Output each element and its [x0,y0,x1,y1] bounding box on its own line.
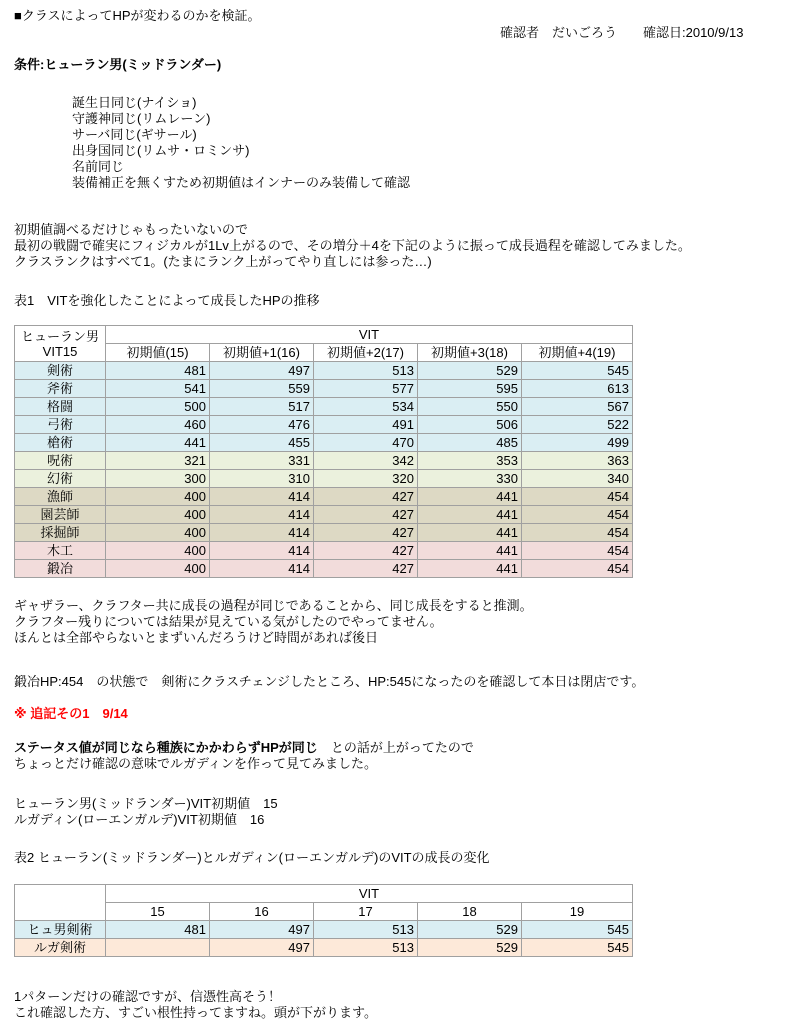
table-row [15,470,633,488]
condition-item: 守護神同じ(リムレーン) [72,111,211,126]
value-cell: 460 [106,416,210,434]
value-cell: 522 [522,416,633,434]
table-row [15,506,633,524]
table-row [15,542,633,560]
verifier-line: 確認者 だいごろう 確認日:2010/9/13 [500,25,744,40]
table-row [15,380,633,398]
value-cell: 559 [210,380,314,398]
condition-item: 誕生日同じ(ナイショ) [72,95,197,110]
table2 [14,884,633,957]
value-cell: 427 [314,506,418,524]
row-label-cell: 槍術 [15,434,106,452]
row-label-cell: 幻術 [15,470,106,488]
statement-line2: ちょっとだけ確認の意味でルガディンを作って見てみました。 [14,756,377,771]
roegadyn-vit-line: ルガディン(ローエンガルデ)VIT初期値 16 [14,812,265,827]
page-title: ■クラスによってHPが変わるのかを検証。 [14,8,261,23]
footer-line: これ確認した方、すごい根性持ってますね。頭が下がります。 [14,1005,377,1020]
value-cell: 577 [314,380,418,398]
value-cell: 545 [522,362,633,380]
vit-group-header: VIT [106,326,633,344]
value-cell: 513 [314,362,418,380]
value-cell: 414 [210,506,314,524]
row-label-cell: ルガ剣術 [15,939,106,957]
footer-paragraph [14,989,791,1021]
table-row [15,452,633,470]
value-cell: 499 [522,434,633,452]
value-cell: 454 [522,560,633,578]
intro-line: クラスランクはすべて1。(たまにランク上がってやり直しには参った…) [14,254,432,269]
value-cell: 400 [106,524,210,542]
intro-line: 最初の戦闘で確実にフィジカルが1Lv上がるので、その増分＋4を下記のように振って成長過程を確認してみました。 [14,238,691,253]
table-row [15,939,633,957]
value-cell: 454 [522,488,633,506]
value-cell: 441 [106,434,210,452]
column-header: 初期値(15) [106,344,210,362]
value-cell: 454 [522,506,633,524]
value-cell: 529 [418,362,522,380]
value-cell: 441 [418,524,522,542]
table-row [15,434,633,452]
intro-line: 初期値調べるだけじゃもったいないので [14,222,249,237]
value-cell: 400 [106,488,210,506]
row-label-cell: 弓術 [15,416,106,434]
value-cell: 454 [522,524,633,542]
vit-group-header: VIT [106,885,633,903]
intro-paragraph [14,222,791,270]
value-cell: 613 [522,380,633,398]
column-header: 17 [314,903,418,921]
value-cell: 441 [418,560,522,578]
column-header: 初期値+1(16) [210,344,314,362]
value-cell: 321 [106,452,210,470]
value-cell: 400 [106,560,210,578]
table2-corner-cell [15,885,106,921]
value-cell: 414 [210,542,314,560]
statement-bold-text: ステータス値が同じなら種族にかかわらずHPが同じ [14,740,318,755]
value-cell: 497 [210,921,314,939]
row-label-cell: 呪術 [15,452,106,470]
row-label-cell: 漁師 [15,488,106,506]
value-cell: 529 [418,939,522,957]
value-cell: 506 [418,416,522,434]
table1-caption: 表1 VITを強化したことによって成長したHPの推移 [14,293,320,308]
value-cell: 545 [522,939,633,957]
value-cell: 331 [210,452,314,470]
column-header: 19 [522,903,633,921]
value-cell: 441 [418,542,522,560]
value-cell: 427 [314,560,418,578]
value-cell: 330 [418,470,522,488]
table-row [15,560,633,578]
condition-item: 出身国同じ(リムサ・ロミンサ) [72,143,250,158]
initial-vit-values [14,796,791,828]
value-cell: 481 [106,362,210,380]
value-cell: 414 [210,560,314,578]
value-cell: 342 [314,452,418,470]
conditions-list [72,95,791,191]
value-cell: 476 [210,416,314,434]
value-cell: 497 [210,939,314,957]
value-cell: 517 [210,398,314,416]
value-cell: 541 [106,380,210,398]
table1-subheader-row [15,344,633,362]
value-cell: 400 [106,506,210,524]
value-cell: 500 [106,398,210,416]
row-label-cell: 採掘師 [15,524,106,542]
row-label-cell: 斧術 [15,380,106,398]
column-header: 15 [106,903,210,921]
corner-line1: ヒューラン男 [20,328,99,344]
value-cell: 310 [210,470,314,488]
value-cell: 414 [210,524,314,542]
value-cell: 300 [106,470,210,488]
value-cell: 545 [522,921,633,939]
analysis-line: ギャザラー、クラフター共に成長の過程が同じであることから、同じ成長をすると推測。 [14,598,533,613]
hyuran-vit-line: ヒューラン男(ミッドランダー)VIT初期値 15 [14,796,278,811]
value-cell: 340 [522,470,633,488]
value-cell: 513 [314,939,418,957]
table2-caption: 表2 ヒューラン(ミッドランダー)とルガディン(ローエンガルデ)のVITの成長の変化 [14,850,490,865]
value-cell: 595 [418,380,522,398]
value-cell: 427 [314,542,418,560]
row-label-cell: 鍛冶 [15,560,106,578]
table1-corner-cell [15,326,106,362]
addendum-heading: ※ 追記その1 9/14 [14,706,128,721]
analysis-line: クラフター残りについては結果が見えている気がしたのでやってません。 [14,614,443,629]
table-row [15,398,633,416]
column-header: 初期値+4(19) [522,344,633,362]
analysis-line: ほんとは全部やらないとまずいんだろうけど時間があれば後日 [14,630,379,645]
table-row [15,921,633,939]
row-label-cell: 木工 [15,542,106,560]
value-cell: 485 [418,434,522,452]
value-cell: 363 [522,452,633,470]
row-label-cell: 剣術 [15,362,106,380]
column-header: 18 [418,903,522,921]
table2-subheader-row [15,903,633,921]
value-cell: 320 [314,470,418,488]
value-cell: 441 [418,488,522,506]
table-row [15,416,633,434]
row-label-cell: 園芸師 [15,506,106,524]
condition-item: 名前同じ [72,159,125,174]
value-cell: 455 [210,434,314,452]
value-cell: 497 [210,362,314,380]
statement-paragraph [14,740,791,772]
statement-rest-text: との話が上がってたので [317,740,474,755]
value-cell: 427 [314,524,418,542]
value-cell [106,939,210,957]
column-header: 16 [210,903,314,921]
table2-header-row [15,885,633,903]
value-cell: 470 [314,434,418,452]
value-cell: 454 [522,542,633,560]
analysis-paragraph [14,598,791,646]
value-cell: 513 [314,921,418,939]
value-cell: 550 [418,398,522,416]
condition-item: サーバ同じ(ギサール) [72,127,197,142]
value-cell: 481 [106,921,210,939]
value-cell: 427 [314,488,418,506]
row-label-cell: ヒュ男剣術 [15,921,106,939]
conditions-title: 条件:ヒューラン男(ミッドランダー) [14,57,222,72]
corner-line2: VIT15 [42,343,78,359]
closing-line: 鍛冶HP:454 の状態で 剣術にクラスチェンジしたところ、HP:545になったのを確認して本日は閉店です。 [14,674,645,689]
value-cell: 441 [418,506,522,524]
table-row [15,362,633,380]
value-cell: 400 [106,542,210,560]
value-cell: 534 [314,398,418,416]
value-cell: 491 [314,416,418,434]
statement-line [14,740,791,756]
value-cell: 567 [522,398,633,416]
value-cell: 529 [418,921,522,939]
value-cell: 414 [210,488,314,506]
table-row [15,488,633,506]
footer-line: 1パターンだけの確認ですが、信憑性高そう！ [14,989,281,1004]
column-header: 初期値+3(18) [418,344,522,362]
table1 [14,325,633,578]
value-cell: 353 [418,452,522,470]
table1-header-row [15,326,633,344]
row-label-cell: 格闘 [15,398,106,416]
table-row [15,524,633,542]
condition-item: 装備補正を無くすため初期値はインナーのみ装備して確認 [72,175,411,190]
column-header: 初期値+2(17) [314,344,418,362]
